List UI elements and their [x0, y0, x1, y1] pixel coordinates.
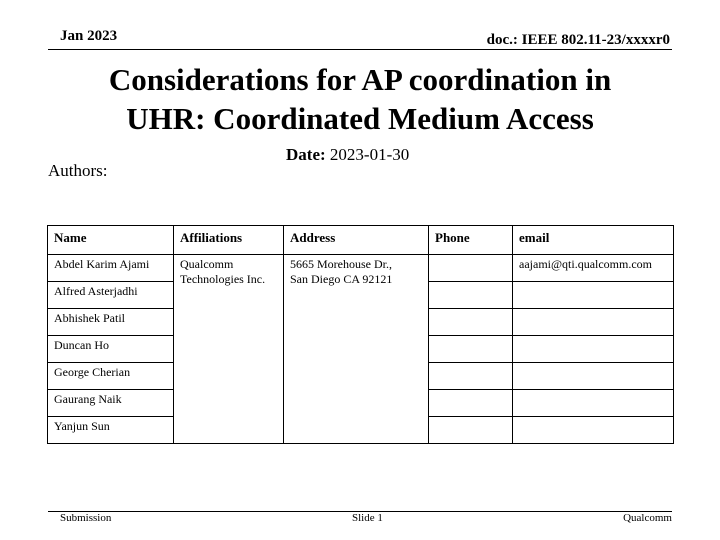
author-email — [513, 282, 674, 309]
author-email — [513, 309, 674, 336]
author-phone — [429, 363, 513, 390]
affiliation-cell: Qualcomm Technologies Inc. — [174, 255, 284, 444]
header-affiliations: Affiliations — [174, 226, 284, 255]
header-address: Address — [284, 226, 429, 255]
author-email: aajami@qti.qualcomm.com — [513, 255, 674, 282]
author-phone — [429, 390, 513, 417]
slide-title-line-2: UHR: Coordinated Medium Access — [126, 101, 594, 136]
footer-company: Qualcomm — [623, 512, 672, 524]
header-date: Jan 2023 — [60, 28, 118, 44]
authors-label: Authors: — [48, 161, 108, 180]
author-name: Duncan Ho — [48, 336, 174, 363]
date-label: Date: — [286, 145, 326, 164]
author-name: Abdel Karim Ajami — [48, 255, 174, 282]
header-name: Name — [48, 226, 174, 255]
author-phone — [429, 417, 513, 444]
table-header-row — [48, 226, 674, 255]
author-email — [513, 390, 674, 417]
address-line-2: San Diego CA 92121 — [290, 272, 393, 286]
header-email: email — [513, 226, 674, 255]
author-name: George Cherian — [48, 363, 174, 390]
author-email — [513, 363, 674, 390]
footer-submission: Submission — [60, 512, 112, 524]
header-phone: Phone — [429, 226, 513, 255]
authors-table — [47, 225, 674, 444]
address-line-1: 5665 Morehouse Dr., — [290, 257, 392, 271]
header-doc-id: doc.: IEEE 802.11-23/xxxxr0 — [486, 32, 670, 48]
date-value: 2023-01-30 — [329, 145, 410, 164]
footer-slide-number: Slide 1 — [352, 512, 383, 524]
date-line — [286, 145, 409, 165]
author-phone — [429, 336, 513, 363]
address-cell — [284, 255, 429, 444]
author-name: Alfred Asterjadhi — [48, 282, 174, 309]
author-email — [513, 336, 674, 363]
author-email — [513, 417, 674, 444]
author-phone — [429, 282, 513, 309]
slide-title — [40, 60, 680, 138]
author-phone — [429, 255, 513, 282]
slide-title-line-1: Considerations for AP coordination in — [108, 62, 612, 97]
author-name: Gaurang Naik — [48, 390, 174, 417]
author-phone — [429, 309, 513, 336]
header-divider — [48, 49, 672, 50]
author-name: Abhishek Patil — [48, 309, 174, 336]
table-row — [48, 255, 674, 282]
author-name: Yanjun Sun — [48, 417, 174, 444]
